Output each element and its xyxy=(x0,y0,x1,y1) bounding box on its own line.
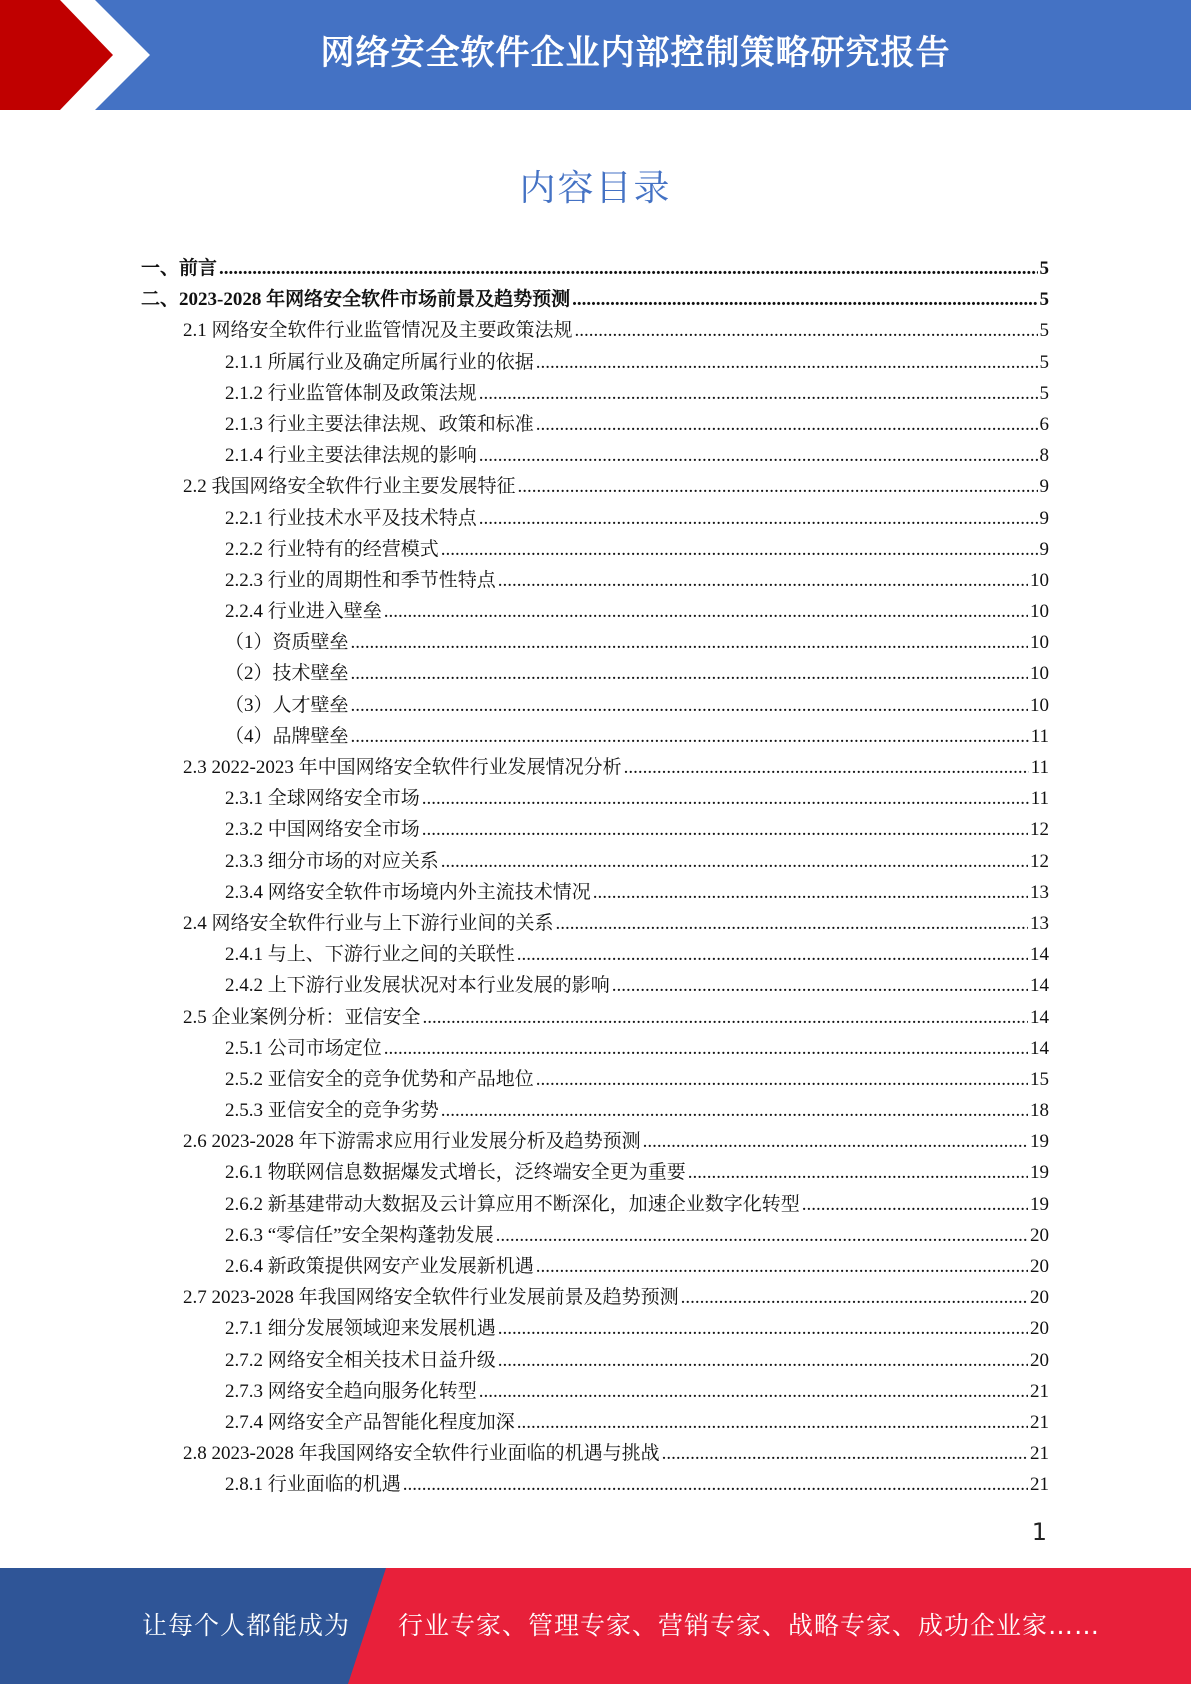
toc-heading: 内容目录 xyxy=(519,168,672,209)
toc-dot-leader xyxy=(351,726,1029,748)
toc-dot-leader xyxy=(479,508,1038,530)
toc-entry-page: 5 xyxy=(1039,320,1049,342)
toc-dot-leader xyxy=(403,1474,1028,1496)
toc-entry[interactable] xyxy=(141,752,1049,783)
toc-entry-page: 10 xyxy=(1030,601,1049,623)
toc-entry-page: 15 xyxy=(1030,1068,1049,1090)
toc-entry-title: 2.2.3 行业的周期性和季节性特点 xyxy=(225,569,496,591)
toc-dot-leader xyxy=(498,1350,1028,1372)
toc-entry[interactable] xyxy=(141,284,1049,315)
toc-entry-title: （1）资质壁垒 xyxy=(225,632,349,654)
toc-entry[interactable] xyxy=(141,409,1049,440)
toc-entry-title: 2.7 2023-2028 年我国网络安全软件行业发展前景及趋势预测 xyxy=(183,1287,679,1309)
toc-dot-leader xyxy=(575,320,1038,342)
toc-entry[interactable] xyxy=(141,1313,1049,1344)
toc-entry-title: （4）品牌壁垒 xyxy=(225,725,349,747)
toc-entry[interactable] xyxy=(141,1376,1049,1407)
toc-dot-leader xyxy=(351,663,1028,685)
toc-entry-page: 11 xyxy=(1030,788,1049,810)
toc-dot-leader xyxy=(593,882,1028,904)
toc-entry-title: 2.3 2022-2023 年中国网络安全软件行业发展情况分析 xyxy=(183,757,622,778)
toc-entry-page: 13 xyxy=(1030,881,1049,903)
toc-dot-leader xyxy=(536,414,1038,436)
toc-entry[interactable] xyxy=(141,1407,1049,1438)
report-title: 网络安全软件企业内部控制策略研究报告 xyxy=(320,33,951,73)
toc-entry-page: 6 xyxy=(1039,413,1049,435)
toc-dot-leader xyxy=(219,258,1037,280)
toc-entry[interactable] xyxy=(141,846,1049,877)
toc-entry[interactable] xyxy=(141,721,1049,752)
toc-dot-leader xyxy=(351,632,1028,654)
toc-dot-leader xyxy=(662,1443,1028,1465)
toc-dot-leader xyxy=(556,913,1028,935)
toc-entry-title: 2.1.4 行业主要法律法规的影响 xyxy=(225,445,477,467)
toc-entry-title: 2.7.1 细分发展领域迎来发展机遇 xyxy=(225,1318,496,1340)
toc-entry-title: 2.4 网络安全软件行业与上下游行业间的关系 xyxy=(183,912,554,934)
toc-dot-leader xyxy=(441,1100,1028,1122)
toc-entry[interactable] xyxy=(141,440,1049,471)
toc-entry[interactable] xyxy=(141,783,1049,814)
toc-entry-title: 2.5.3 亚信安全的竞争劣势 xyxy=(225,1100,439,1122)
toc-dot-leader xyxy=(624,757,1029,779)
toc-entry-title: 2.4.1 与上、下游行业之间的关联性 xyxy=(225,944,515,966)
toc-dot-leader xyxy=(517,1412,1028,1434)
toc-dot-leader xyxy=(479,445,1038,467)
toc-entry-title: 2.2.4 行业进入壁垒 xyxy=(225,601,382,623)
toc-entry-title: 2.1.1 所属行业及确定所属行业的依据 xyxy=(225,351,534,373)
toc-entry[interactable] xyxy=(141,1469,1049,1500)
toc-entry-title: 2.5.2 亚信安全的竞争优势和产品地位 xyxy=(225,1068,534,1090)
footer-banner xyxy=(0,1568,1191,1684)
toc-entry-title: （3）人才壁垒 xyxy=(225,694,349,716)
toc-entry-page: 14 xyxy=(1030,975,1049,997)
toc-entry-title: 2.2 我国网络安全软件行业主要发展特征 xyxy=(183,476,516,498)
toc-dot-leader xyxy=(536,352,1038,374)
page-number: 1 xyxy=(1031,1518,1047,1546)
toc-entry-page: 19 xyxy=(1030,1131,1049,1153)
toc-entry-title: 一、前言 xyxy=(141,258,218,279)
toc-dot-leader xyxy=(384,601,1028,623)
toc-dot-leader xyxy=(384,1038,1028,1060)
toc-entry[interactable] xyxy=(141,1438,1049,1469)
toc-entry-page: 21 xyxy=(1030,1443,1049,1465)
toc-entry-title: 2.2.1 行业技术水平及技术特点 xyxy=(225,507,477,529)
toc-entry-page: 21 xyxy=(1030,1411,1049,1433)
toc-dot-leader xyxy=(681,1287,1028,1309)
toc-entry-page: 18 xyxy=(1030,1100,1049,1122)
toc-entry-title: 2.1.2 行业监管体制及政策法规 xyxy=(225,382,477,404)
toc-entry[interactable] xyxy=(141,503,1049,534)
toc-dot-leader xyxy=(572,289,1037,311)
toc-entry-page: 21 xyxy=(1030,1380,1049,1402)
toc-dot-leader xyxy=(536,1069,1028,1091)
toc-entry-title: 2.6.4 新政策提供网安产业发展新机遇 xyxy=(225,1256,534,1277)
footer-slogan-left: 让每个人都能成为 xyxy=(142,1611,351,1640)
toc-entry[interactable] xyxy=(141,814,1049,845)
toc-entry-page: 20 xyxy=(1030,1349,1049,1371)
toc-dot-leader xyxy=(498,570,1028,592)
toc-entry-title: 2.5 企业案例分析：亚信安全 xyxy=(183,1006,421,1028)
toc-entry-title: （2）技术壁垒 xyxy=(225,663,349,685)
toc-entry[interactable] xyxy=(141,471,1049,502)
toc-entry-page: 14 xyxy=(1030,1006,1049,1028)
toc-dot-leader xyxy=(643,1131,1028,1153)
toc-dot-leader xyxy=(423,1007,1028,1029)
toc-entry[interactable] xyxy=(141,877,1049,908)
toc-entry-page: 19 xyxy=(1030,1193,1049,1215)
toc-entry[interactable] xyxy=(141,690,1049,721)
toc-entry-page: 12 xyxy=(1030,850,1049,872)
toc-entry-page: 9 xyxy=(1039,476,1049,498)
toc-entry[interactable] xyxy=(141,1002,1049,1033)
toc-entry[interactable] xyxy=(141,1345,1049,1376)
toc-entry[interactable] xyxy=(141,1064,1049,1095)
toc-entry[interactable] xyxy=(141,1157,1049,1188)
toc-entry-page: 5 xyxy=(1039,351,1049,373)
toc-entry-page: 10 xyxy=(1030,632,1049,654)
toc-entry[interactable] xyxy=(141,565,1049,596)
toc-dot-leader xyxy=(422,819,1028,841)
toc-entry[interactable] xyxy=(141,253,1049,284)
toc-entry[interactable] xyxy=(141,1251,1049,1282)
toc-entry-title: 2.7.2 网络安全相关技术日益升级 xyxy=(225,1349,496,1371)
toc-dot-leader xyxy=(422,788,1029,810)
toc-entry-title: 2.8.1 行业面临的机遇 xyxy=(225,1474,401,1496)
toc-entry[interactable] xyxy=(141,596,1049,627)
toc-dot-leader xyxy=(479,1381,1028,1403)
toc-dot-leader xyxy=(612,975,1028,997)
toc-entry[interactable] xyxy=(141,1189,1049,1220)
toc-entry[interactable] xyxy=(141,1095,1049,1126)
toc-entry-title: 2.6.2 新基建带动大数据及云计算应用不断深化，加速企业数字化转型 xyxy=(225,1193,800,1215)
toc-entry-title: 2.8 2023-2028 年我国网络安全软件行业面临的机遇与挑战 xyxy=(183,1443,660,1465)
toc-dot-leader xyxy=(479,383,1038,405)
toc-entry-page: 20 xyxy=(1030,1318,1049,1340)
toc-entry-title: 2.3.2 中国网络安全市场 xyxy=(225,819,420,841)
toc-entry-title: 2.6 2023-2028 年下游需求应用行业发展分析及趋势预测 xyxy=(183,1131,641,1153)
toc-entry[interactable] xyxy=(141,1126,1049,1157)
toc-entry[interactable] xyxy=(141,1033,1049,1064)
toc-entry-page: 20 xyxy=(1030,1224,1049,1246)
toc-entry-page: 10 xyxy=(1030,663,1049,685)
toc-entry-title: 2.6.1 物联网信息数据爆发式增长，泛终端安全更为重要 xyxy=(225,1162,686,1184)
toc-entry[interactable] xyxy=(141,939,1049,970)
toc-dot-leader xyxy=(441,539,1038,561)
toc-entry-page: 11 xyxy=(1030,757,1049,778)
table-of-contents xyxy=(141,253,1049,1501)
toc-entry[interactable] xyxy=(141,970,1049,1001)
toc-entry-title: 2.4.2 上下游行业发展状况对本行业发展的影响 xyxy=(225,975,610,997)
toc-entry-title: 2.1.3 行业主要法律法规、政策和标准 xyxy=(225,413,534,435)
toc-entry-page: 12 xyxy=(1030,819,1049,841)
toc-entry-page: 10 xyxy=(1030,694,1049,716)
toc-entry-page: 14 xyxy=(1030,1037,1049,1059)
toc-entry-title: 2.7.3 网络安全趋向服务化转型 xyxy=(225,1380,477,1402)
toc-entry-page: 5 xyxy=(1039,289,1049,311)
toc-entry-page: 10 xyxy=(1030,569,1049,591)
toc-entry-page: 20 xyxy=(1030,1287,1049,1309)
toc-dot-leader xyxy=(536,1256,1028,1278)
toc-entry[interactable] xyxy=(141,908,1049,939)
toc-entry-title: 2.1 网络安全软件行业监管情况及主要政策法规 xyxy=(183,320,573,342)
header-banner xyxy=(0,0,1191,110)
toc-entry-page: 5 xyxy=(1039,382,1049,404)
toc-dot-leader xyxy=(441,851,1028,873)
toc-entry-page: 13 xyxy=(1030,912,1049,934)
toc-entry-title: 2.7.4 网络安全产品智能化程度加深 xyxy=(225,1411,515,1433)
toc-entry[interactable] xyxy=(141,347,1049,378)
toc-entry-page: 11 xyxy=(1030,725,1049,747)
toc-entry[interactable] xyxy=(141,658,1049,689)
toc-entry-title: 2.3.4 网络安全软件市场境内外主流技术情况 xyxy=(225,881,591,903)
toc-entry-page: 5 xyxy=(1039,258,1049,279)
toc-entry[interactable] xyxy=(141,315,1049,346)
toc-entry-title: 2.6.3 “零信任”安全架构蓬勃发展 xyxy=(225,1224,494,1246)
toc-entry-title: 二、2023-2028 年网络安全软件市场前景及趋势预测 xyxy=(141,289,571,311)
toc-entry[interactable] xyxy=(141,378,1049,409)
toc-dot-leader xyxy=(802,1194,1028,1216)
toc-dot-leader xyxy=(496,1225,1028,1247)
toc-entry[interactable] xyxy=(141,534,1049,565)
toc-dot-leader xyxy=(518,476,1038,498)
toc-entry-page: 8 xyxy=(1039,445,1049,467)
toc-entry-page: 9 xyxy=(1039,507,1049,529)
toc-dot-leader xyxy=(351,695,1028,717)
toc-entry-page: 9 xyxy=(1039,538,1049,560)
toc-entry[interactable] xyxy=(141,627,1049,658)
toc-entry-title: 2.2.2 行业特有的经营模式 xyxy=(225,538,439,560)
toc-entry-page: 19 xyxy=(1030,1162,1049,1184)
toc-entry-title: 2.3.1 全球网络安全市场 xyxy=(225,788,420,810)
toc-dot-leader xyxy=(498,1318,1028,1340)
toc-entry[interactable] xyxy=(141,1220,1049,1251)
footer-slogan-right: 行业专家、管理专家、营销专家、战略专家、成功企业家…… xyxy=(398,1611,1101,1640)
toc-dot-leader xyxy=(517,944,1028,966)
toc-entry-title: 2.5.1 公司市场定位 xyxy=(225,1037,382,1059)
toc-entry-title: 2.3.3 细分市场的对应关系 xyxy=(225,850,439,872)
toc-entry[interactable] xyxy=(141,1282,1049,1313)
toc-entry-page: 14 xyxy=(1030,944,1049,966)
toc-dot-leader xyxy=(688,1162,1028,1184)
toc-entry-page: 20 xyxy=(1030,1256,1049,1277)
toc-entry-page: 21 xyxy=(1030,1474,1049,1496)
